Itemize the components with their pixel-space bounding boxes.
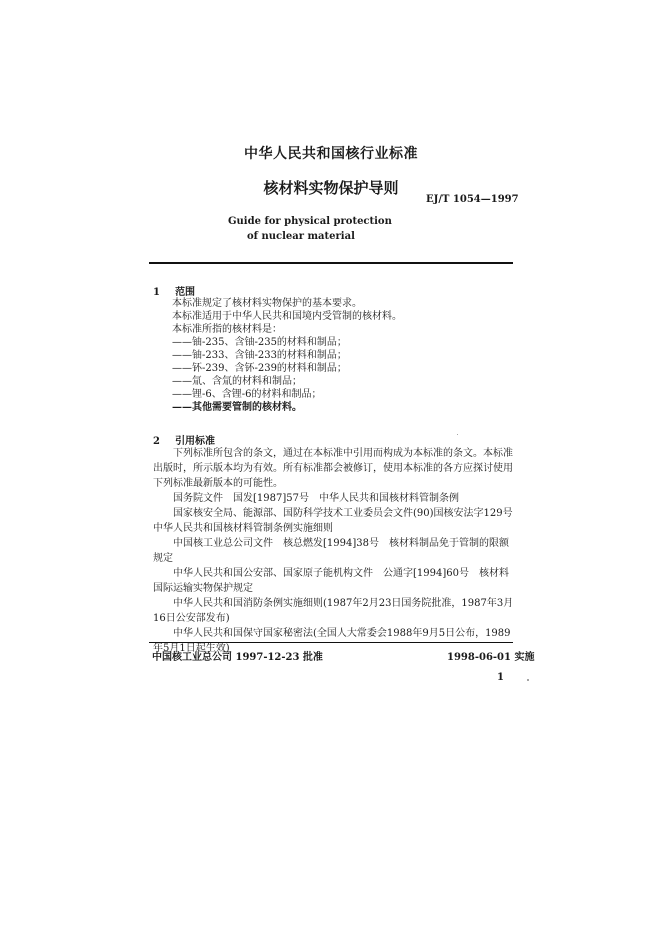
reference-item: 国家核安全局、能源部、国防科学技术工业委员会文件(90)国核安法字129号 中华人民共和国核材料管制条例实施细则	[153, 508, 523, 534]
reference-item: 中华人民共和国公安部、国家原子能机构文件 公通字[1994]60号 核材料国际运输实物保护规定	[153, 568, 509, 594]
section-number: 2	[153, 436, 160, 447]
standard-code: EJ/T 1054—1997	[426, 194, 519, 205]
list-item: ——钚-239、含钚-239的材料和制品；	[172, 363, 347, 374]
list-item: 本标准适用于中华人民共和国境内受管制的核材料。	[172, 311, 402, 322]
section-title: 范围	[175, 287, 196, 298]
approval-date: 中国核工业总公司 1997-12-23 批准	[152, 652, 323, 663]
list-item: ——氚、含氚的材料和制品；	[172, 376, 302, 387]
english-title-line-2: of nuclear material	[247, 231, 355, 242]
list-item: 本标准所指的核材料是：	[172, 324, 282, 335]
scan-speck	[457, 434, 458, 435]
intro-paragraph: 下列标准所包含的条文，通过在本标准中引用而构成为本标准的条文。本标准出版时，所示版本均为有效。所有标准都会被修订，使用本标准的各方应探讨使用下列标准最新版本的可能性。	[153, 448, 513, 489]
list-item: ——铀-235、含铀-235的材料和制品；	[172, 337, 347, 348]
reference-item: 中华人民共和国保守国家秘密法(全国人大常委会1988年9月5日公布，1989年5月1日起生效)	[153, 628, 511, 654]
page-number: 1	[497, 672, 504, 683]
section-title: 引用标准	[175, 436, 216, 447]
list-item: 本标准规定了核材料实物保护的基本要求。	[172, 298, 362, 309]
document-title: 核材料实物保护导则	[263, 179, 399, 197]
footer-divider	[149, 642, 513, 643]
section-1-body	[172, 297, 402, 414]
reference-item: 国务院文件 国发[1987]57号 中华人民共和国核材料管制条例	[173, 493, 459, 504]
header-divider	[149, 262, 513, 264]
list-item: ——铀-233、含铀-233的材料和制品；	[172, 350, 347, 361]
reference-item: 中国核工业总公司文件 核总燃发[1994]38号 核材料制品免于管制的限额规定	[153, 538, 509, 564]
reference-item: 中华人民共和国消防条例实施细则(1987年2月23日国务院批准，1987年3月16日公安部发布)	[153, 598, 514, 624]
list-item: ——锂-6、含锂-6的材料和制品；	[172, 389, 322, 400]
scan-speck	[527, 679, 529, 681]
list-item: ——其他需要管制的核材料。	[172, 402, 302, 413]
section-number: 1	[153, 287, 160, 298]
standard-category-title: 中华人民共和国核行业标准	[244, 146, 418, 162]
section-2-body	[153, 446, 523, 656]
effective-date: 1998-06-01 实施	[447, 652, 535, 663]
english-title-line-1: Guide for physical protection	[228, 216, 392, 227]
